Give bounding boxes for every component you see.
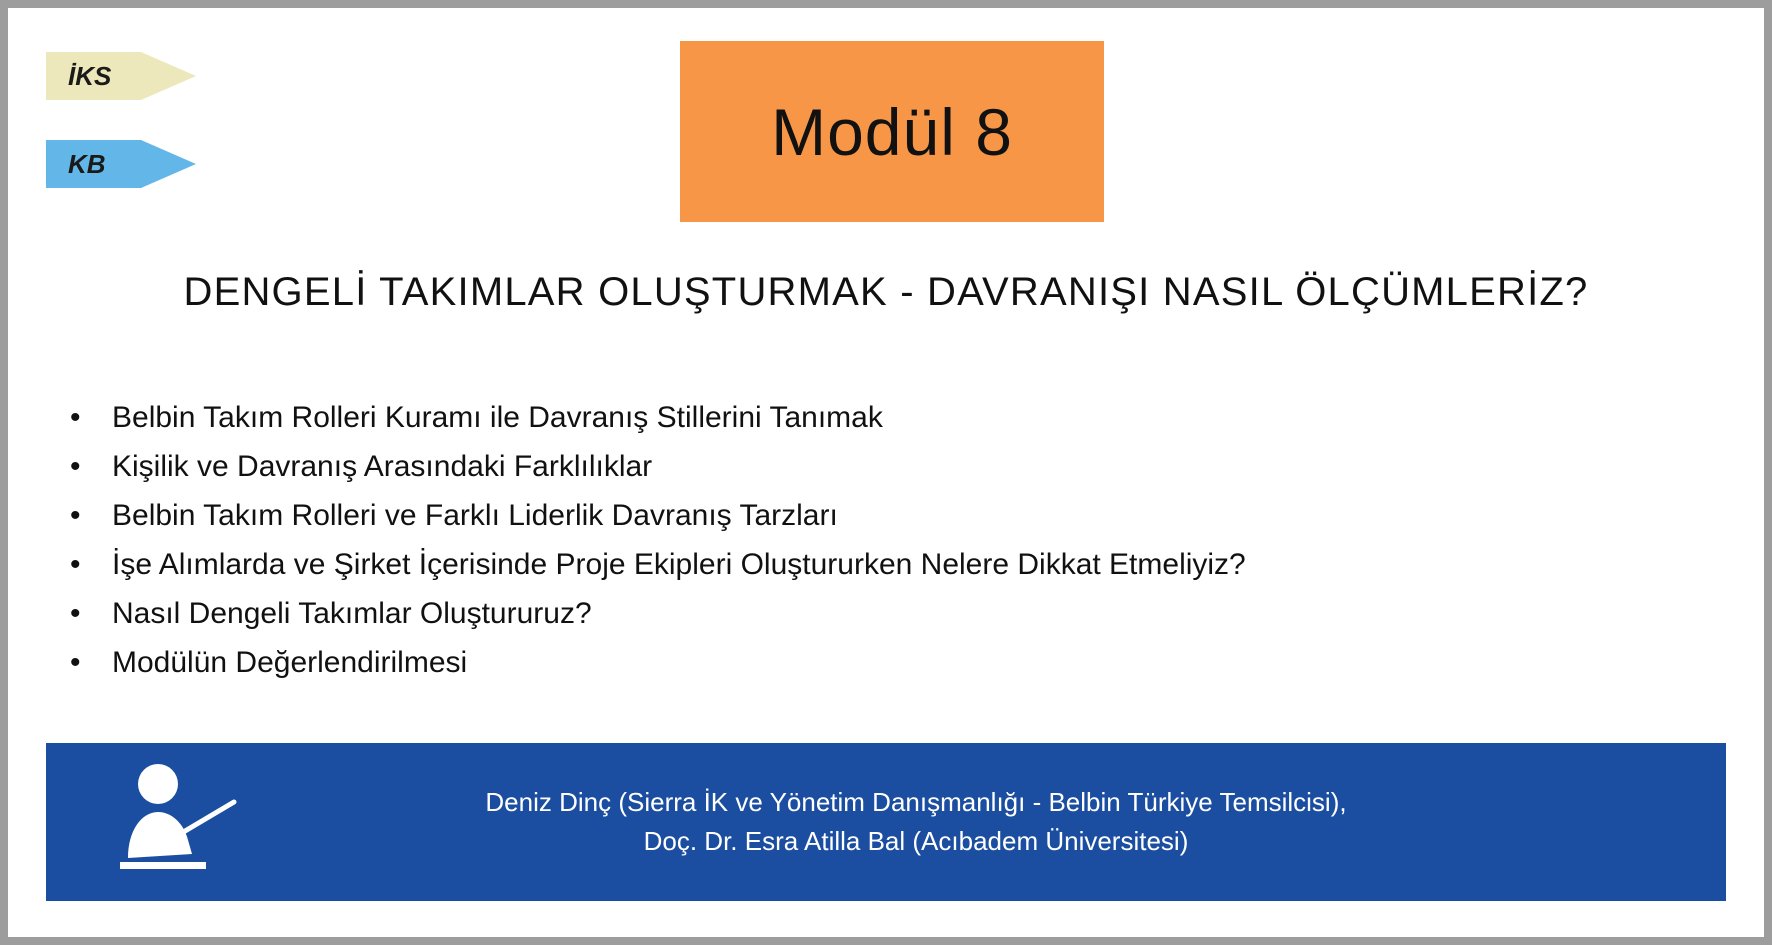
- slide: [8, 8, 1764, 937]
- list-item: • Belbin Takım Rolleri ve Farklı Liderlik Davranış Tarzları: [60, 491, 1700, 540]
- tag-iks: [46, 52, 111, 100]
- tag-iks-label: İKS: [68, 60, 112, 91]
- tag-kb: [46, 140, 106, 188]
- presenter-names: [256, 783, 1726, 861]
- list-item: • Kişilik ve Davranış Arasındaki Farklılıklar: [60, 442, 1700, 491]
- presenter-footer: [46, 743, 1726, 901]
- presenter-line-1: Deniz Dinç (Sierra İK ve Yönetim Danışmanlığı - Belbin Türkiye Temsilcisi),: [485, 787, 1347, 817]
- list-item: • Nasıl Dengeli Takımlar Oluştururuz?: [60, 589, 1700, 638]
- list-item: • Modülün Değerlendirilmesi: [60, 638, 1700, 687]
- module-banner: [680, 41, 1104, 222]
- presenter-icon: [106, 762, 256, 882]
- list-item: • Belbin Takım Rolleri Kuramı ile Davranış Stillerini Tanımak: [60, 393, 1700, 442]
- presenter-line-2: Doç. Dr. Esra Atilla Bal (Acıbadem Üniversitesi): [643, 826, 1189, 856]
- tag-iks-arrow: [141, 52, 196, 100]
- tag-kb-label: KB: [68, 148, 106, 179]
- list-item: • İşe Alımlarda ve Şirket İçerisinde Proje Ekipleri Oluştururken Nelere Dikkat Etmeliyiz?: [60, 540, 1700, 589]
- tag-kb-arrow: [141, 140, 196, 188]
- agenda-list: [60, 393, 1700, 687]
- module-title: Modül 8: [771, 94, 1013, 169]
- slide-title: DENGELİ TAKIMLAR OLUŞTURMAK - DAVRANIŞI NASIL ÖLÇÜMLERİZ?: [183, 270, 1589, 314]
